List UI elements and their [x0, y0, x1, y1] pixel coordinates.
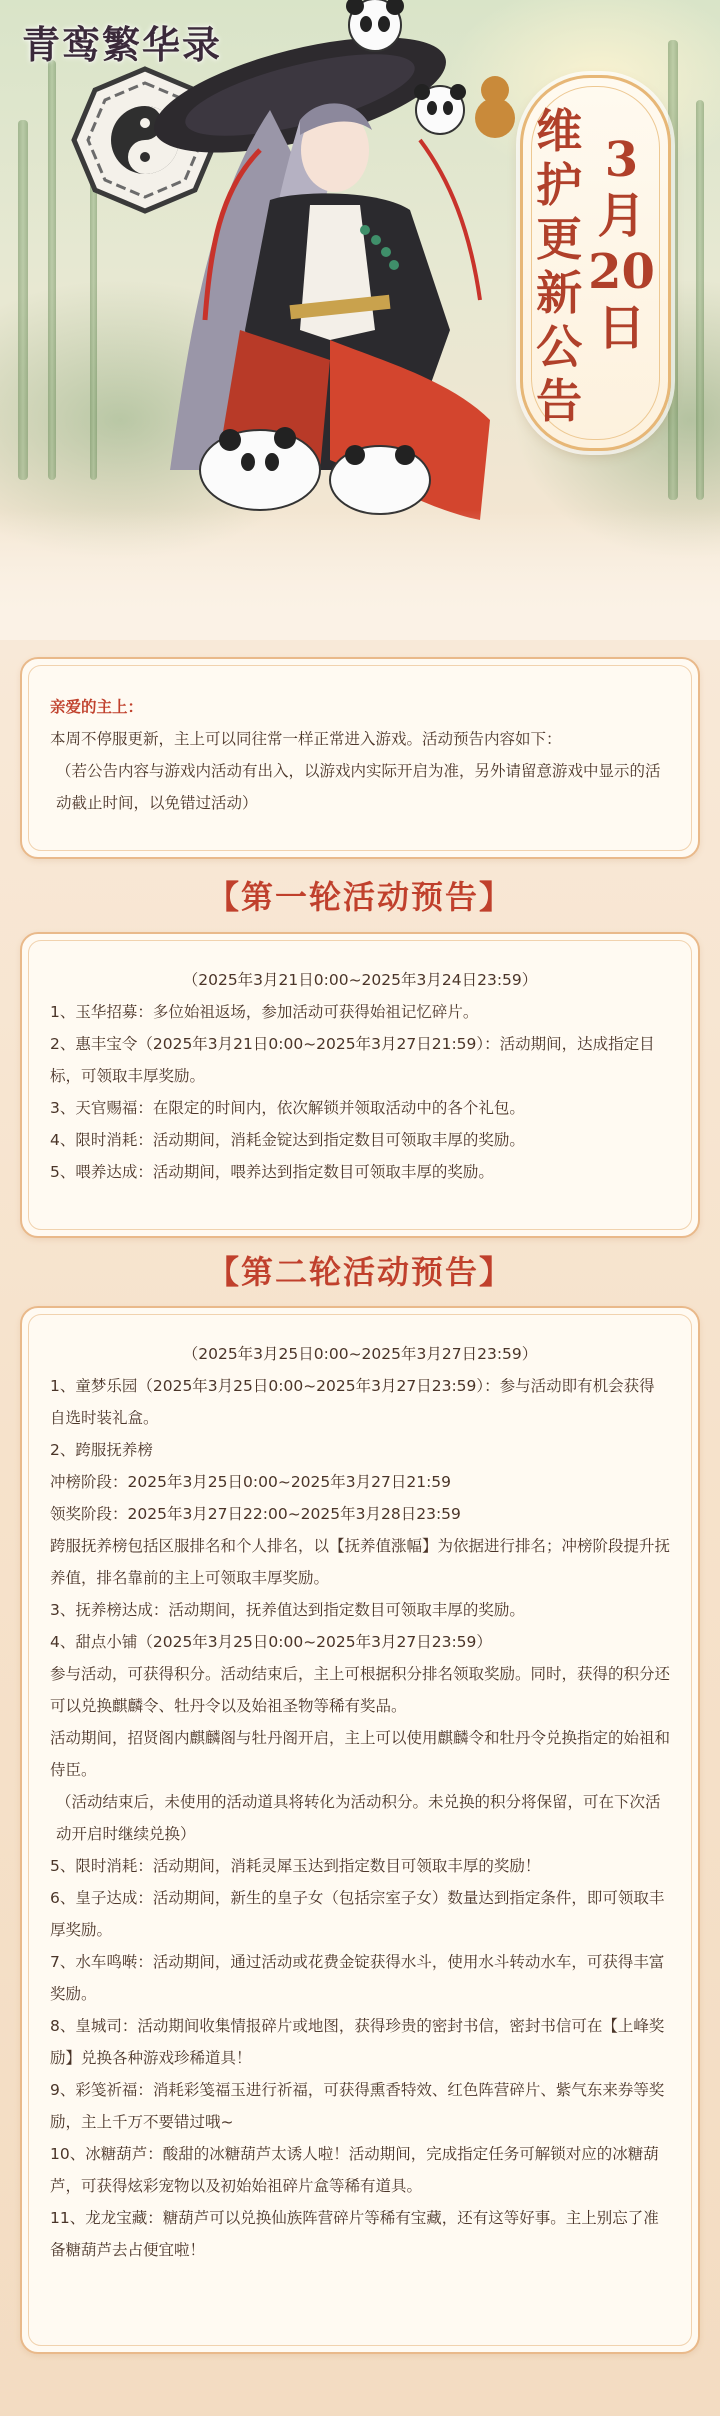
list-item: 活动期间，招贤阁内麒麟阁与牡丹阁开启，主上可以使用麒麟令和牡丹令兑换指定的始祖和侍臣。: [50, 1729, 671, 1779]
game-logo: 青鸾繁华录: [22, 22, 223, 67]
list-item: 冲榜阶段：2025年3月25日0:00~2025年3月27日21:59: [50, 1473, 452, 1491]
list-item: 5、喂养达成：活动期间，喂养达到指定数目可领取丰厚的奖励。: [50, 1163, 494, 1181]
list-item: 5、限时消耗：活动期间，消耗灵犀玉达到指定数目可领取丰厚的奖励！: [50, 1857, 541, 1875]
round2-heading: 【第二轮活动预告】: [206, 1253, 513, 1291]
list-item: 9、彩笺祈福：消耗彩笺福玉进行祈福，可获得熏香特效、红色阵营碎片、紫气东来券等奖励，主上千万不要错过哦~: [50, 2081, 665, 2131]
list-item: 领奖阶段：2025年3月27日22:00~2025年3月28日23:59: [50, 1505, 461, 1523]
list-item: 4、甜点小铺（2025年3月25日0:00~2025年3月27日23:59）: [50, 1633, 492, 1651]
title-char: 20: [588, 244, 655, 300]
list-item: 7、水车鸣啭：活动期间，通过活动或花费金锭获得水斗，使用水斗转动水车，可获得丰富奖励。: [50, 1953, 665, 2003]
title-char: 月: [597, 188, 646, 244]
title-column-main: [536, 104, 582, 428]
intro-note: （若公告内容与游戏内活动有出入，以游戏内实际开启为准，另外请留意游戏中显示的活动截止时间，以免错过活动）: [56, 762, 661, 812]
list-item: 参与活动，可获得积分。活动结束后，主上可根据积分排名领取奖励。同时，获得的积分还可以兑换麒麟令、牡丹令以及始祖圣物等稀有奖品。: [50, 1665, 671, 1715]
panda-right: [414, 84, 466, 134]
title-char: 公: [536, 320, 583, 374]
hero-banner: [0, 0, 720, 640]
title-char: 3: [604, 132, 639, 188]
list-item: 11、龙龙宝藏：糖葫芦可以兑换仙族阵营碎片等稀有宝藏，还有这等好事。主上别忘了准备糖葫芦去占便宜啦！: [50, 2209, 659, 2259]
round1-period: （2025年3月21日0:00~2025年3月24日23:59）: [182, 971, 538, 989]
title-char: 告: [536, 374, 583, 428]
round2-card: [20, 1306, 700, 2354]
list-item: 8、皇城司：活动期间收集情报碎片或地图，获得珍贵的密封书信，密封书信可在【上峰奖励】兑换各种游戏珍稀道具！: [50, 2017, 665, 2067]
list-item: 4、限时消耗：活动期间，消耗金锭达到指定数目可领取丰厚的奖励。: [50, 1131, 525, 1149]
list-item: 1、童梦乐园（2025年3月25日0:00~2025年3月27日23:59）：参与活动即有机会获得自选时装礼盒。: [50, 1377, 655, 1427]
round1-heading: 【第一轮活动预告】: [206, 878, 513, 916]
title-char: 日: [597, 300, 646, 356]
intro-card: [20, 657, 700, 859]
list-item: （活动结束后，未使用的活动道具将转化为活动积分。未兑换的积分将保留，可在下次活动开启时继续兑换）: [56, 1793, 661, 1843]
intro-text: 本周不停服更新，主上可以同往常一样正常进入游戏。活动预告内容如下：: [50, 730, 562, 748]
title-char: 护: [536, 158, 583, 212]
list-item: 3、天官赐福：在限定的时间内，依次解锁并领取活动中的各个礼包。: [50, 1099, 525, 1117]
round2-period: （2025年3月25日0:00~2025年3月27日23:59）: [182, 1345, 538, 1363]
list-item: 1、玉华招募：多位始祖返场，参加活动可获得始祖记忆碎片。: [50, 1003, 479, 1021]
title-char: 维: [536, 104, 583, 158]
title-char: 更: [536, 212, 583, 266]
list-item: 6、皇子达成：活动期间，新生的皇子女（包括宗室子女）数量达到指定条件，即可领取丰厚奖励。: [50, 1889, 665, 1939]
list-item: 3、抚养榜达成：活动期间，抚养值达到指定数目可领取丰厚的奖励。: [50, 1601, 525, 1619]
list-item: 10、冰糖葫芦：酸甜的冰糖葫芦太诱人啦！活动期间，完成指定任务可解锁对应的冰糖葫芦，可获得炫彩宠物以及初始始祖碎片盒等稀有道具。: [50, 2145, 659, 2195]
title-column-date: [588, 132, 655, 428]
title-char: 新: [536, 266, 583, 320]
greeting: 亲爱的主上：: [50, 698, 144, 716]
list-item: 跨服抚养榜包括区服排名和个人排名，以【抚养值涨幅】为依据进行排名；冲榜阶段提升抚养值，排名靠前的主上可领取丰厚奖励。: [50, 1537, 671, 1587]
announcement-title: [523, 104, 668, 428]
list-item: 2、惠丰宝令（2025年3月21日0:00~2025年3月27日21:59）：活动期间，达成指定目标，可领取丰厚奖励。: [50, 1035, 655, 1085]
list-item: 2、跨服抚养榜: [50, 1441, 153, 1459]
round1-card: [20, 932, 700, 1238]
title-banner: [520, 75, 671, 451]
